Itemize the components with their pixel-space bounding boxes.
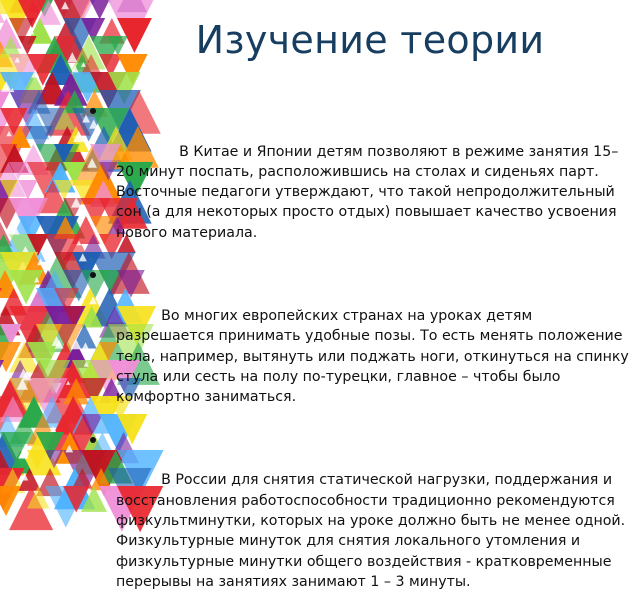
bullet-item-china-japan [116,101,632,263]
mosaic-triangle [90,0,109,19]
bullet-text: В Китае и Японии детям позволяют в режиме занятия 15–20 минут поспать, расположившись на столах и сиденьях парт. Восточные педагоги утверждают, что такой непродолжительный сон (а для некоторых просто отдых) повышает качество усвоения нового материала. [116,143,622,241]
bullet-text: В России для снятия статической нагрузки, поддержания и восстановления работоспособности традиционно рекомендуются физкультминутки, которых на уроке должно быть не менее одной. Физкультурные минуток для снятия локального утомления и физкультурные минутки общего воздействия - кратковременные перерывы на занятиях занимают 1 – 3 минуты. [116,472,630,590]
triangle-mosaic-decoration [0,0,92,480]
mosaic-triangle [0,486,21,516]
bullet-text: Во многих европейских странах на уроках детям разрешается принимать удобные позы. То есть менять положение тела, например, вытянуть или поджать ноги, откинуться на спинку стула или сесть на полу по-турецки, главное – чтобы было комфортно заниматься. [116,307,634,406]
bullet-item-europe [116,265,632,427]
slide-title: Изучение теории [195,18,545,62]
triangle-mosaic-graphic [0,0,92,480]
bullet-dot-icon [90,437,96,443]
bullet-dot-icon [90,108,96,114]
mosaic-triangle [18,36,37,55]
mosaic-triangle [0,90,10,109]
bullet-list [116,101,632,614]
bullet-item-russia [116,430,632,613]
